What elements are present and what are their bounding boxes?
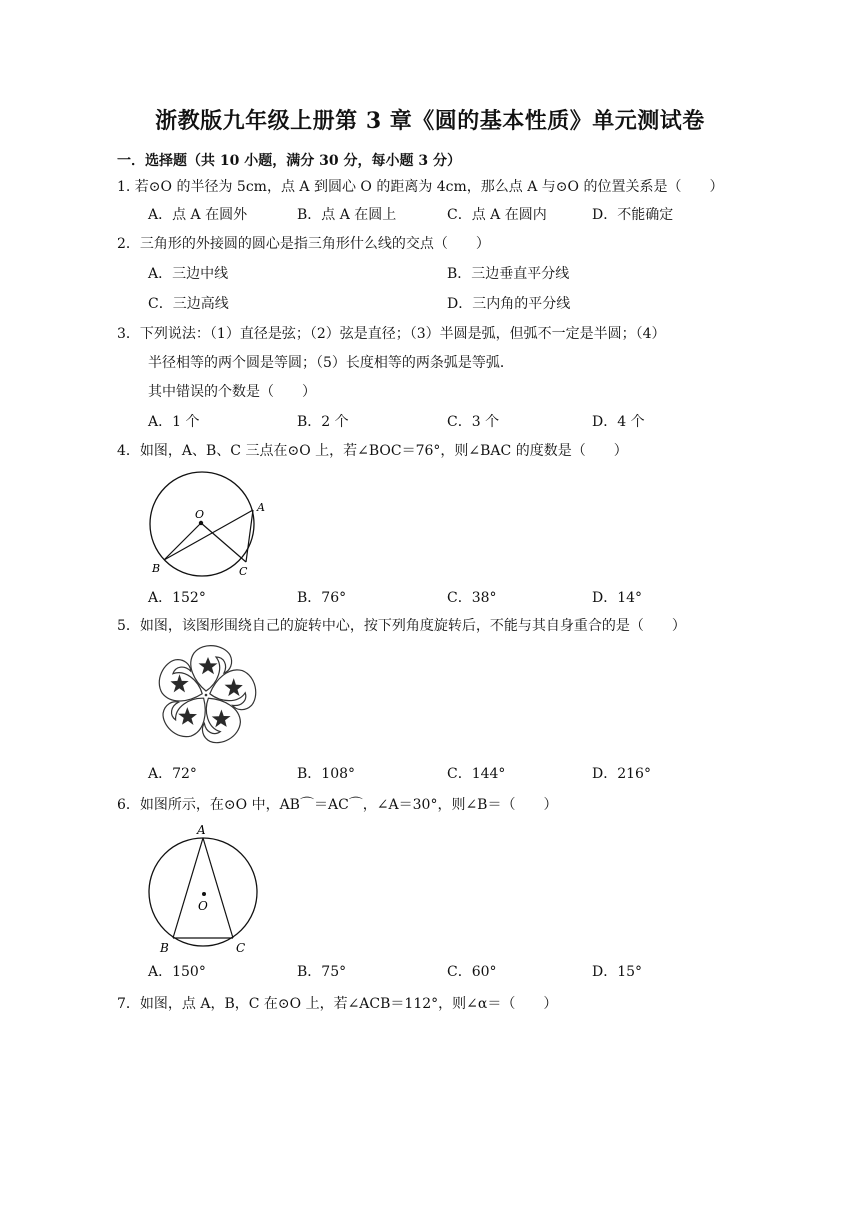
question-3-stem-line-1: 3．下列说法：（1）直径是弦；（2）弦是直径；（3）半圆是弧，但弧不一定是半圆；（4） [117, 326, 666, 342]
question-6-option-b: B．75° [297, 964, 347, 980]
question-5-option-d: D．216° [592, 766, 651, 782]
question-3-option-d: D．4 个 [592, 414, 645, 430]
question-4-option-d: D．14° [592, 590, 643, 606]
question-6-option-a: A．150° [148, 964, 206, 980]
question-2-option-d: D．三内角的平分线 [447, 296, 571, 312]
question-7-stem: 7．如图，点 A，B，C 在⊙O 上，若∠ACB＝112°，则∠α＝（ ） [117, 996, 558, 1012]
question-4-option-a: A．152° [148, 590, 206, 606]
label-o: O [195, 508, 205, 521]
segment-ab [173, 838, 203, 938]
label-c: C [236, 941, 246, 955]
question-2-option-c: C．三边高线 [148, 296, 229, 312]
question-3-stem-line-2: 半径相等的两个圆是等圆；（5）长度相等的两条弧是等弧． [148, 355, 514, 371]
question-1-option-a: A．点 A 在圆外 [148, 207, 248, 223]
circle-o [149, 838, 257, 946]
question-6-stem: 6．如图所示，在⊙O 中，AB⌒＝AC⌒，∠A＝30°，则∠B＝（ ） [117, 797, 558, 813]
center-point-o [199, 521, 203, 525]
label-o: O [198, 899, 208, 913]
center-point-o [202, 892, 206, 896]
label-b: B [160, 941, 169, 955]
question-2-option-a: A．三边中线 [148, 266, 229, 282]
question-4-option-c: C．38° [447, 590, 497, 606]
question-3-option-a: A．1 个 [148, 414, 200, 430]
question-5-option-c: C．144° [447, 766, 506, 782]
label-a: A [257, 501, 265, 514]
document-title: 浙教版九年级上册第 3 章《圆的基本性质》单元测试卷 [155, 108, 705, 134]
question-3-option-b: B．2 个 [297, 414, 349, 430]
question-1-option-c: C．点 A 在圆内 [447, 207, 547, 223]
segment-oc [201, 523, 246, 562]
question-3-option-c: C．3 个 [447, 414, 500, 430]
segment-ob [164, 523, 201, 560]
question-2-option-b: B．三边垂直平分线 [447, 266, 570, 282]
question-1-option-b: B．点 A 在圆上 [297, 207, 397, 223]
label-a: A [197, 823, 206, 837]
section-heading: 一．选择题（共 10 小题，满分 30 分，每小题 3 分） [117, 153, 461, 169]
segment-ac [203, 838, 233, 938]
question-1-stem: 1. 若⊙O 的半径为 5cm，点 A 到圆心 O 的距离为 4cm，那么点 A 与⊙O 的位置关系是（ ） [117, 179, 724, 195]
question-6-option-d: D．15° [592, 964, 643, 980]
question-1-option-d: D．不能确定 [592, 207, 674, 223]
question-6-figure [140, 820, 270, 960]
question-4-option-b: B．76° [297, 590, 347, 606]
segment-ba [164, 510, 253, 560]
question-4-figure [140, 466, 280, 582]
question-4-stem: 4．如图，A、B、C 三点在⊙O 上，若∠BOC＝76°，则∠BAC 的度数是（ ） [117, 443, 628, 459]
question-5-option-b: B．108° [297, 766, 356, 782]
label-b: B [152, 562, 161, 575]
label-c: C [239, 565, 248, 578]
bauhinia-rotation-figure [147, 643, 265, 747]
question-5-option-a: A．72° [148, 766, 197, 782]
question-6-option-c: C．60° [447, 964, 497, 980]
question-3-stem-line-3: 其中错误的个数是（ ） [148, 384, 316, 400]
question-2-stem: 2．三角形的外接圆的圆心是指三角形什么线的交点（ ） [117, 236, 490, 252]
question-5-stem: 5．如图，该图形围绕自己的旋转中心，按下列角度旋转后，不能与其自身重合的是（ ） [117, 618, 686, 634]
